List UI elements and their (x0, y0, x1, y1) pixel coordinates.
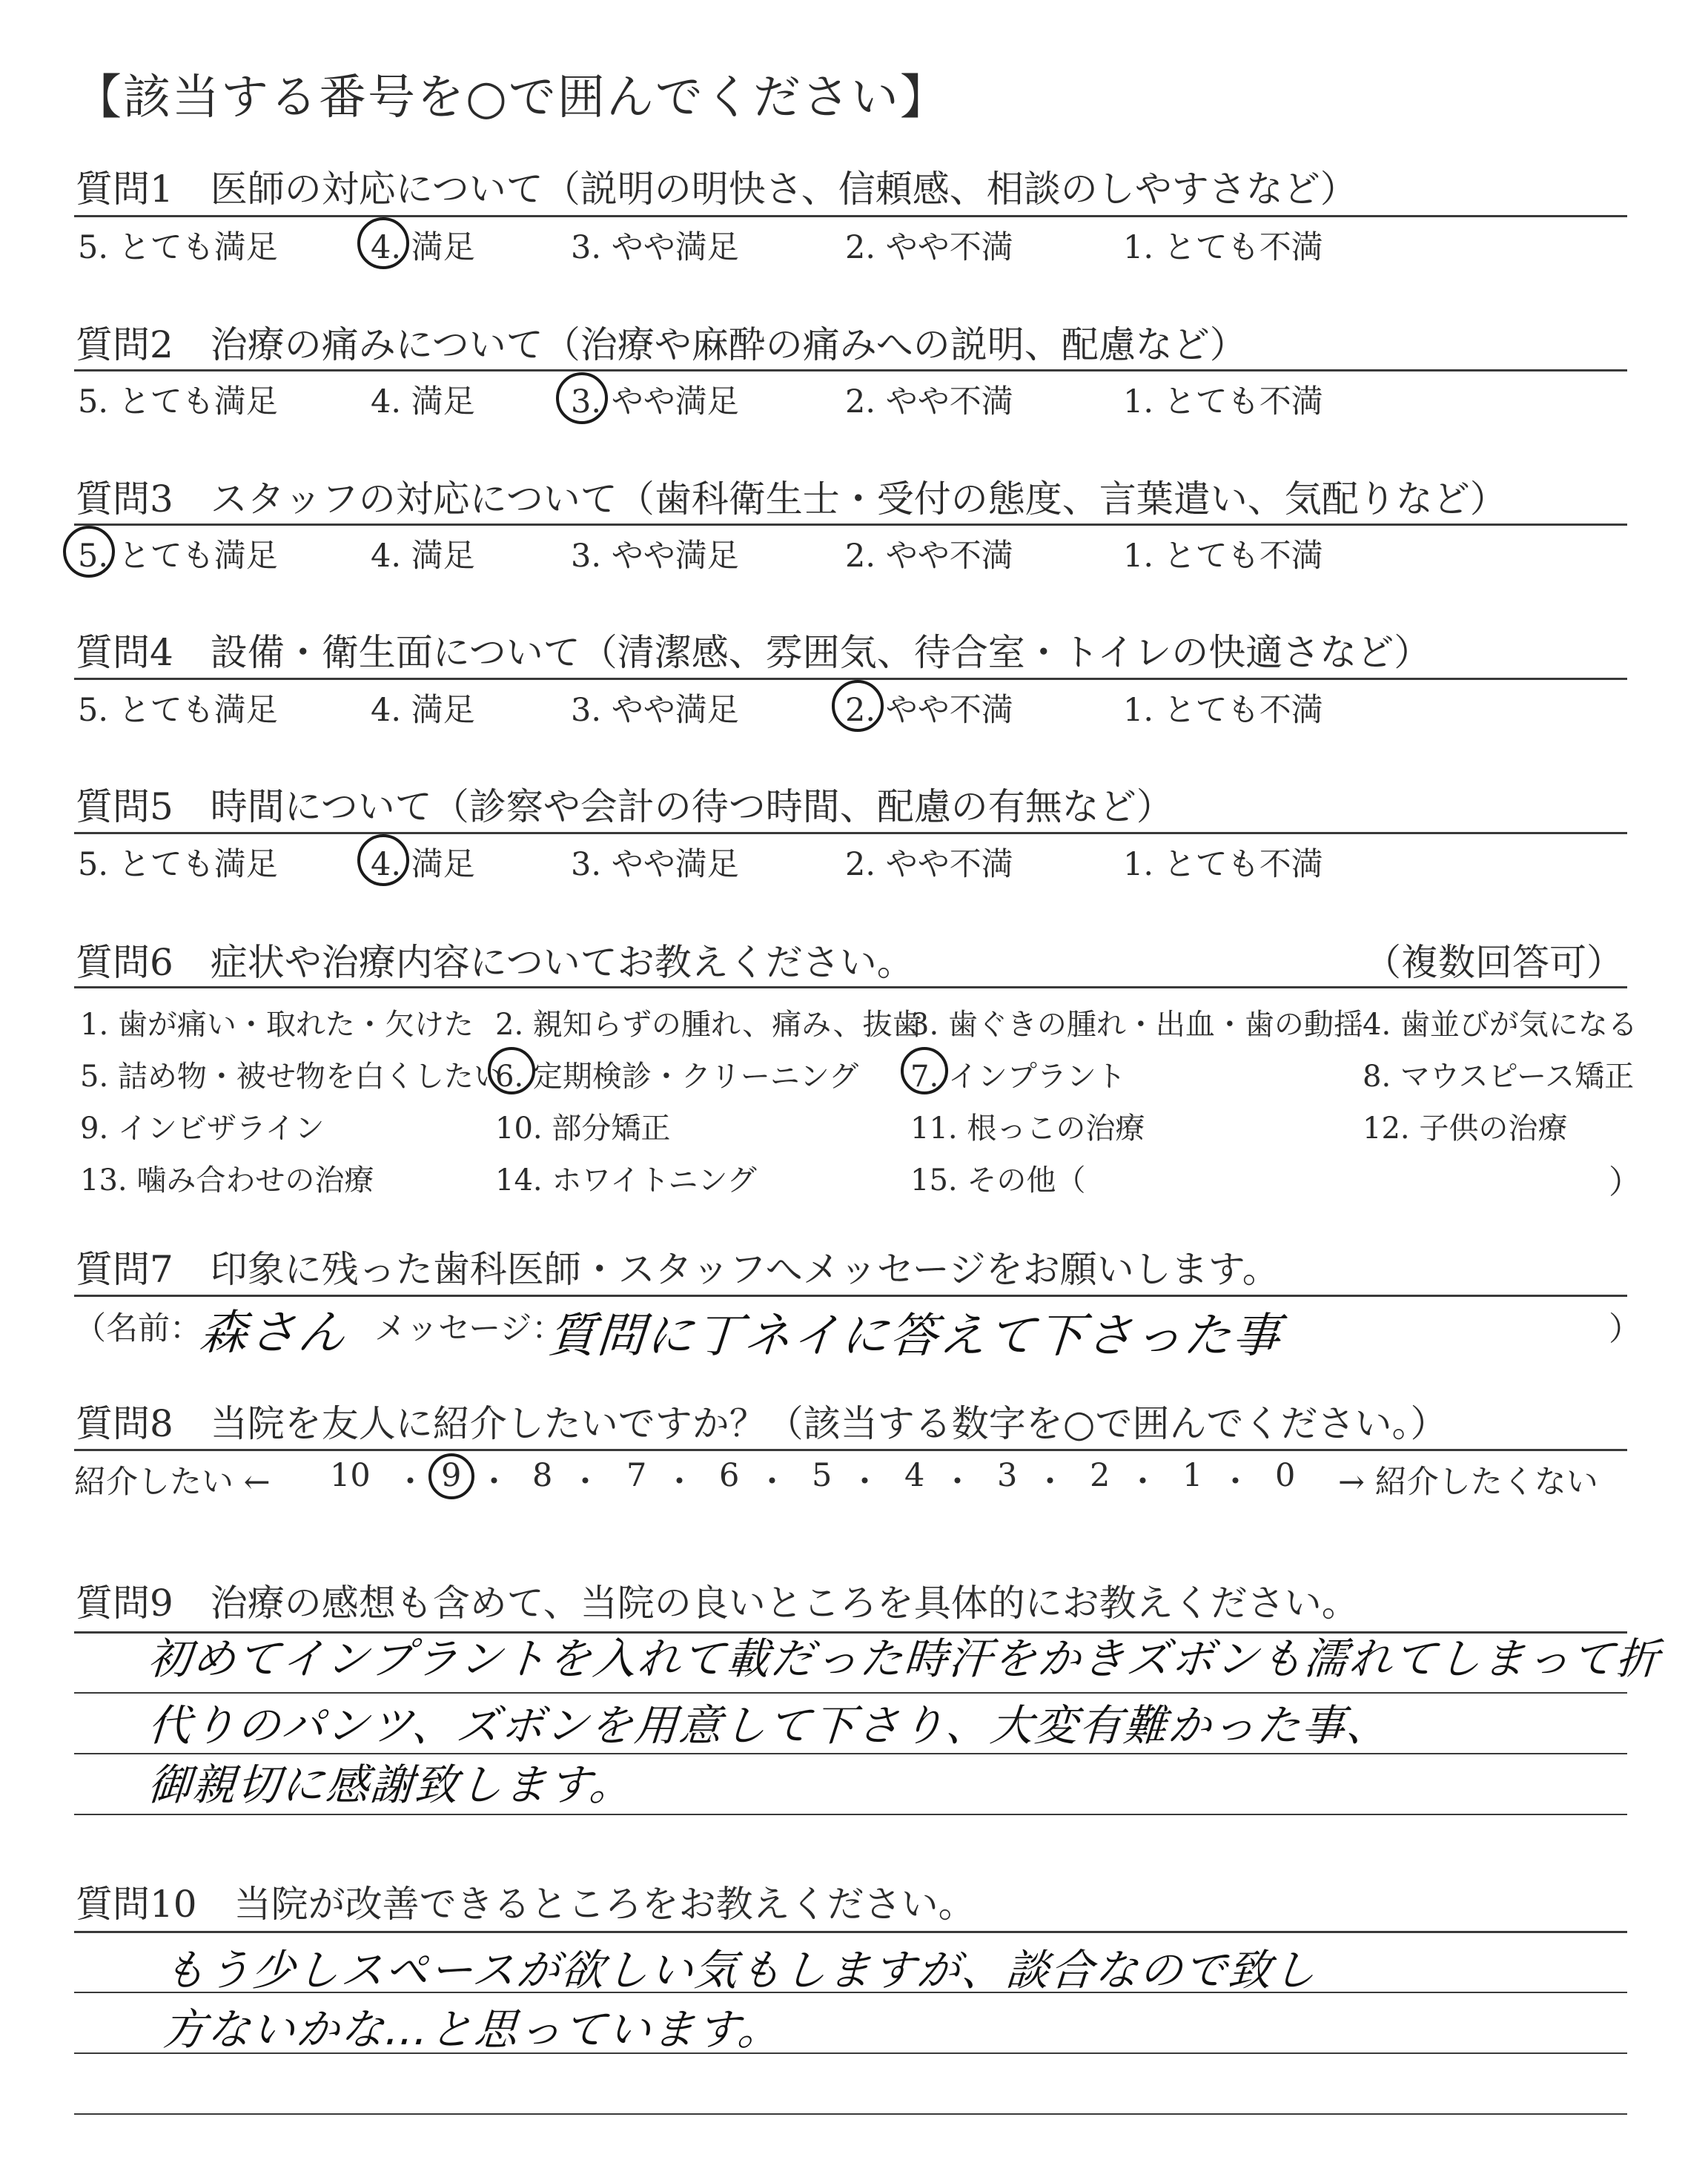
q5-label: 質問5 時間について（診察や会計の待つ時間、配慮の有無など） (76, 785, 1174, 828)
q2-label: 質問2 治療の痛みについて（治療や麻酔の痛みへの説明、配慮など） (76, 323, 1247, 366)
q5-divider (74, 832, 1627, 834)
q6-item-6[interactable]: 6. 定期検診・クリーニング (495, 1060, 859, 1094)
q6-item-11[interactable]: 11. 根っこの治療 (910, 1112, 1145, 1146)
q7-label: 質問7 印象に残った歯科医師・スタッフへメッセージをお願いします。 (76, 1248, 1280, 1291)
q1-selection-circle (357, 217, 409, 269)
q8-dot: ・ (478, 1464, 510, 1501)
q6-item-8[interactable]: 8. マウスピース矯正 (1363, 1060, 1635, 1094)
q8-selection-circle (428, 1453, 474, 1499)
q1-option-5[interactable]: 5. とても満足 (78, 229, 278, 266)
q3-option-3[interactable]: 3. やや満足 (571, 538, 739, 575)
q4-option-4[interactable]: 4. 満足 (371, 692, 475, 729)
q3-label: 質問3 スタッフの対応について（歯科衛生士・受付の態度、言葉遣い、気配りなど） (76, 478, 1507, 521)
q6-divider (74, 986, 1627, 988)
q1-option-2[interactable]: 2. やや不満 (845, 229, 1013, 266)
q8-dot: ・ (756, 1464, 788, 1501)
q4-option-1[interactable]: 1. とても不満 (1123, 692, 1323, 729)
q2-option-5[interactable]: 5. とても満足 (78, 383, 278, 420)
q6-item-12[interactable]: 12. 子供の治療 (1363, 1112, 1568, 1146)
q8-scale-1[interactable]: 1 (1182, 1457, 1203, 1494)
q8-label: 質問8 当院を友人に紹介したいですか？（該当する数字を○で囲んでください。） (76, 1402, 1448, 1445)
q10-answer-line-1[interactable]: もう少しスペースが欲しい気もしますが、談合なので致し (161, 1945, 1320, 1995)
q8-scale-6[interactable]: 6 (719, 1457, 740, 1494)
q4-option-3[interactable]: 3. やや満足 (571, 692, 739, 729)
form-title: 【該当する番号を○で囲んでください】 (74, 70, 949, 125)
q7-message-label: メッセージ： (374, 1310, 564, 1347)
q2-selection-circle (556, 372, 608, 424)
q2-option-4[interactable]: 4. 満足 (371, 383, 475, 420)
q4-divider (74, 678, 1627, 680)
q3-option-4[interactable]: 4. 満足 (371, 538, 475, 575)
q6-multiple-note: （複数回答可） (1364, 941, 1623, 984)
q7-name-label: （名前： (74, 1310, 202, 1347)
q5-option-5[interactable]: 5. とても満足 (78, 846, 278, 883)
q8-scale-7[interactable]: 7 (626, 1457, 647, 1494)
q6-other-close-paren: ） (1609, 1163, 1641, 1201)
q9-line-4 (74, 1814, 1627, 1815)
q5-option-3[interactable]: 3. やや満足 (571, 846, 739, 883)
q10-label: 質問10 当院が改善できるところをお教えください。 (76, 1883, 976, 1926)
q8-scale-4[interactable]: 4 (904, 1457, 925, 1494)
q4-option-2[interactable]: 2. やや不満 (845, 692, 1013, 729)
q8-scale-3[interactable]: 3 (997, 1457, 1018, 1494)
q6-item-7-circle (901, 1047, 948, 1094)
q9-answer-line-2[interactable]: 代りのパンツ、ズボンを用意して下さり、大変有難かった事、 (146, 1700, 1392, 1751)
q8-dot: ・ (1127, 1464, 1159, 1501)
q6-label: 質問6 症状や治療内容についてお教えください。 (76, 941, 914, 984)
q2-divider (74, 369, 1627, 371)
q5-option-1[interactable]: 1. とても不満 (1123, 846, 1323, 883)
q2-option-1[interactable]: 1. とても不満 (1123, 383, 1323, 420)
q2-option-3[interactable]: 3. やや満足 (571, 383, 739, 420)
q6-item-5[interactable]: 5. 詰め物・被せ物を白くしたい (80, 1060, 503, 1094)
q5-option-4[interactable]: 4. 満足 (371, 846, 475, 883)
q3-option-2[interactable]: 2. やや不満 (845, 538, 1013, 575)
q3-divider (74, 524, 1627, 526)
q7-message-value[interactable]: 質問に丁ネイに答えて下さった事 (546, 1309, 1283, 1364)
q8-dot: ・ (1219, 1464, 1251, 1501)
q6-item-7[interactable]: 7. インプラント (910, 1060, 1126, 1094)
q6-item-4[interactable]: 4. 歯並びが気になる (1363, 1008, 1638, 1042)
q8-dot: ・ (849, 1464, 881, 1501)
q9-answer-line-1[interactable]: 初めてインプラントを入れて載だった時汗をかきズボンも濡れてしまって折 (146, 1634, 1663, 1684)
q3-option-1[interactable]: 1. とても不満 (1123, 538, 1323, 575)
q10-line-4 (74, 2113, 1627, 2115)
q6-item-2[interactable]: 2. 親知らずの腫れ、痛み、抜歯 (495, 1008, 922, 1042)
q5-option-2[interactable]: 2. やや不満 (845, 846, 1013, 883)
q6-item-10[interactable]: 10. 部分矯正 (495, 1112, 671, 1146)
q8-right-label: → 紹介したくない (1338, 1464, 1598, 1501)
q6-item-1[interactable]: 1. 歯が痛い・取れた・欠けた (80, 1008, 474, 1042)
q8-dot: ・ (569, 1464, 601, 1501)
q8-dot: ・ (663, 1464, 695, 1501)
q8-scale-5[interactable]: 5 (812, 1457, 833, 1494)
q9-label: 質問9 治療の感想も含めて、当院の良いところを具体的にお教えください。 (76, 1582, 1359, 1625)
q10-answer-line-2[interactable]: 方ないかな…と思っています。 (161, 2004, 784, 2055)
q8-dot: ・ (941, 1464, 973, 1501)
q8-left-label: 紹介したい ← (74, 1464, 271, 1501)
q6-item-13[interactable]: 13. 噛み合わせの治療 (80, 1163, 374, 1198)
q8-scale-9[interactable]: 9 (441, 1457, 462, 1494)
q3-option-5[interactable]: 5. とても満足 (78, 538, 278, 575)
q1-label: 質問1 医師の対応について（説明の明快さ、信頼感、相談のしやすさなど） (76, 168, 1357, 211)
q4-selection-circle (832, 680, 884, 732)
q8-scale-2[interactable]: 2 (1090, 1457, 1110, 1494)
q8-scale-8[interactable]: 8 (532, 1457, 553, 1494)
q9-answer-line-3[interactable]: 御親切に感謝致します。 (146, 1760, 636, 1810)
q8-dot: ・ (394, 1464, 426, 1501)
q8-divider (74, 1449, 1627, 1451)
q6-item-3[interactable]: 3. 歯ぐきの腫れ・出血・歯の動揺 (910, 1008, 1363, 1042)
q6-item-14[interactable]: 14. ホワイトニング (495, 1163, 757, 1198)
q8-scale-0[interactable]: 0 (1275, 1457, 1296, 1494)
q1-option-4[interactable]: 4. 満足 (371, 229, 475, 266)
q5-selection-circle (357, 834, 409, 886)
q8-scale-10[interactable]: 10 (330, 1457, 371, 1494)
q6-item-15[interactable]: 15. その他（ (910, 1163, 1086, 1198)
q1-divider (74, 215, 1627, 217)
q4-label: 質問4 設備・衛生面について（清潔感、雰囲気、待合室・トイレの快適さなど） (76, 631, 1431, 674)
q6-item-6-circle (488, 1047, 535, 1094)
q3-selection-circle (63, 526, 115, 578)
q8-dot: ・ (1034, 1464, 1066, 1501)
q7-close-paren: ） (1609, 1310, 1641, 1348)
q4-option-5[interactable]: 5. とても満足 (78, 692, 278, 729)
q2-option-2[interactable]: 2. やや不満 (845, 383, 1013, 420)
q10-line-1 (74, 1931, 1627, 1933)
q1-option-1[interactable]: 1. とても不満 (1123, 229, 1323, 266)
q6-item-9[interactable]: 9. インビザライン (80, 1112, 325, 1146)
q1-option-3[interactable]: 3. やや満足 (571, 229, 739, 266)
q7-name-value[interactable]: 森さん (197, 1306, 349, 1361)
